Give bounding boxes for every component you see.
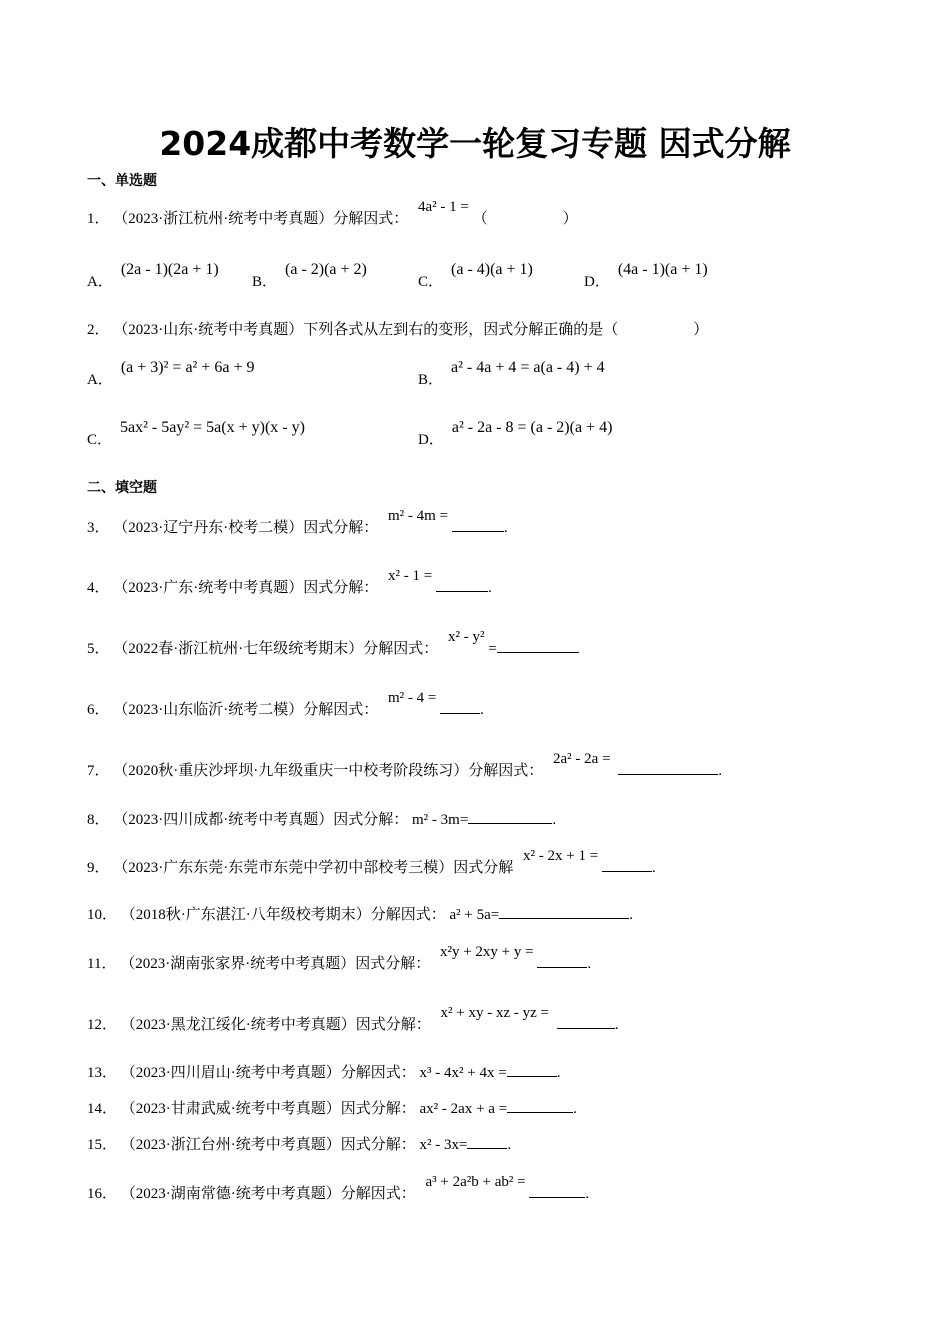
- answer-blank[interactable]: [468, 811, 552, 824]
- answer-blank[interactable]: [452, 519, 504, 532]
- option-value: a² - 4a + 4 = a(a - 4) + 4: [451, 359, 605, 376]
- question-2: [87, 318, 708, 339]
- option-label: B．: [252, 274, 278, 290]
- answer-blank[interactable]: [557, 1016, 615, 1029]
- question-expression: m² - 3m=: [412, 812, 469, 828]
- option-value: (a + 3)² = a² + 6a + 9: [120, 359, 255, 376]
- question-source: （2020秋·重庆沙坪坝·九年级重庆一中校考阶段练习）分解因式：: [113, 763, 544, 779]
- question-11: [87, 944, 592, 973]
- question-1: [87, 199, 578, 228]
- question-number: 1．: [87, 211, 110, 227]
- question-source: （2023·浙江杭州·统考中考真题）分解因式：: [113, 211, 409, 227]
- option-label: D．: [584, 274, 610, 290]
- punctuation: .: [503, 520, 508, 536]
- option-value: (a - 2)(a + 2): [285, 261, 367, 278]
- question-number: 3．: [87, 520, 110, 536]
- question-source: （2023·辽宁丹东·校考二模）因式分解：: [113, 520, 379, 536]
- question-source: （2023·四川成都·统考中考真题）因式分解：: [113, 812, 409, 828]
- question-number: 2．: [87, 322, 110, 338]
- answer-blank[interactable]: [507, 1064, 557, 1077]
- question-source: （2023·山东临沂·统考二模）分解因式：: [113, 702, 379, 718]
- option-label: D．: [418, 432, 444, 448]
- question-12: [87, 1005, 619, 1034]
- question-source: （2023·四川眉山·统考中考真题）分解因式：: [120, 1065, 416, 1081]
- question-number: 9．: [87, 860, 110, 876]
- answer-blank[interactable]: [507, 1100, 573, 1113]
- punctuation: .: [614, 1017, 619, 1033]
- question-number: 15．: [87, 1137, 118, 1153]
- punctuation: .: [552, 812, 557, 828]
- question-expression: x² + xy - xz - yz =: [440, 1005, 549, 1021]
- question-16: [87, 1174, 590, 1203]
- question-6: [87, 690, 484, 719]
- punctuation: .: [629, 907, 633, 923]
- question-expression: m² - 4m =: [388, 508, 449, 524]
- option-d: [418, 419, 613, 449]
- punctuation: .: [718, 763, 723, 779]
- option-label: A．: [87, 372, 113, 388]
- option-value: 5ax² - 5ay² = 5a(x + y)(x - y): [120, 419, 305, 436]
- option-b: [252, 261, 367, 291]
- question-7: [87, 751, 723, 780]
- punctuation: .: [480, 702, 484, 718]
- option-c: [418, 261, 533, 291]
- question-number: 16．: [87, 1186, 118, 1202]
- answer-blank[interactable]: [537, 955, 587, 968]
- punctuation: .: [556, 1065, 561, 1081]
- option-value: (4a - 1)(a + 1): [617, 261, 708, 278]
- question-expression: ax² - 2ax + a =: [419, 1101, 508, 1117]
- question-number: 10．: [87, 907, 118, 923]
- punctuation: .: [487, 580, 492, 596]
- punctuation: .: [507, 1137, 512, 1153]
- question-number: 6．: [87, 702, 110, 718]
- option-label: A．: [87, 274, 113, 290]
- answer-blank[interactable]: [467, 1136, 507, 1149]
- answer-blank[interactable]: [436, 579, 488, 592]
- section-heading-fill-blank: 二、填空题: [87, 480, 157, 496]
- page-title: 2024成都中考数学一轮复习专题 因式分解: [159, 124, 791, 163]
- option-a: [87, 261, 219, 291]
- question-expression: x³ - 4x² + 4x =: [419, 1065, 507, 1081]
- question-expression: x² - 2x + 1 =: [523, 848, 599, 864]
- question-expression: m² - 4 =: [388, 690, 437, 706]
- punctuation: .: [651, 860, 656, 876]
- question-8: [87, 808, 556, 829]
- question-number: 4．: [87, 580, 110, 596]
- punctuation: .: [573, 1101, 577, 1117]
- question-source: （2023·广东·统考中考真题）因式分解：: [113, 580, 379, 596]
- question-9: [87, 848, 656, 877]
- question-expression: x² - 3x=: [419, 1137, 468, 1153]
- question-number: 13．: [87, 1065, 118, 1081]
- punctuation: .: [587, 956, 592, 972]
- question-expression: a² + 5a=: [449, 907, 500, 923]
- question-source: （2018秋·广东湛江·八年级校考期末）分解因式：: [120, 907, 446, 923]
- question-source: （2023·湖南张家界·统考中考真题）因式分解：: [120, 956, 431, 972]
- option-c: [87, 419, 305, 449]
- question-expression: x² - y²: [448, 629, 485, 645]
- section-heading-single-choice: 一、单选题: [87, 173, 157, 189]
- question-expression: 4a² - 1 =: [418, 199, 469, 215]
- question-3: [87, 508, 508, 537]
- question-source: （2022春·浙江杭州·七年级统考期末）分解因式：: [113, 641, 439, 657]
- option-b: [418, 359, 605, 389]
- equals-sign: =: [488, 641, 497, 657]
- question-number: 12．: [87, 1017, 118, 1033]
- question-number: 11．: [87, 956, 117, 972]
- question-source: （2023·湖南常德·统考中考真题）分解因式：: [120, 1186, 416, 1202]
- question-4: [87, 568, 492, 597]
- option-label: B．: [418, 372, 444, 388]
- option-value: (2a - 1)(2a + 1): [120, 261, 219, 278]
- option-d: [584, 261, 708, 291]
- question-source: （2023·黑龙江绥化·统考中考真题）因式分解：: [120, 1017, 431, 1033]
- question-expression: a³ + 2a²b + ab² =: [425, 1174, 526, 1190]
- question-number: 8．: [87, 812, 110, 828]
- answer-blank[interactable]: [497, 640, 579, 653]
- question-source: （2023·山东·统考中考真题）下列各式从左到右的变形，因式分解正确的是（ ）: [113, 322, 709, 338]
- question-number: 7．: [87, 763, 110, 779]
- question-14: [87, 1097, 577, 1118]
- question-10: [87, 903, 633, 924]
- question-expression: x² - 1 =: [388, 568, 433, 584]
- question-15: [87, 1133, 511, 1154]
- option-label: C．: [87, 432, 113, 448]
- question-expression: 2a² - 2a =: [553, 751, 611, 767]
- option-value: a² - 2a - 8 = (a - 2)(a + 4): [451, 419, 613, 436]
- question-5: [87, 629, 579, 658]
- question-source: （2023·浙江台州·统考中考真题）因式分解：: [120, 1137, 416, 1153]
- option-value: (a - 4)(a + 1): [451, 261, 533, 278]
- answer-paren: （ ）: [472, 211, 578, 227]
- answer-blank[interactable]: [440, 701, 480, 714]
- option-label: C．: [418, 274, 444, 290]
- punctuation: .: [585, 1186, 590, 1202]
- answer-blank[interactable]: [529, 1185, 585, 1198]
- question-source: （2023·广东东莞·东莞市东莞中学初中部校考三模）因式分解: [113, 860, 514, 876]
- question-number: 14．: [87, 1101, 118, 1117]
- answer-blank[interactable]: [618, 762, 718, 775]
- answer-blank[interactable]: [499, 906, 629, 919]
- question-13: [87, 1061, 560, 1082]
- answer-blank[interactable]: [602, 859, 652, 872]
- option-a: [87, 359, 255, 389]
- question-number: 5．: [87, 641, 110, 657]
- question-source: （2023·甘肃武威·统考中考真题）因式分解：: [120, 1101, 416, 1117]
- question-expression: x²y + 2xy + y =: [439, 944, 534, 960]
